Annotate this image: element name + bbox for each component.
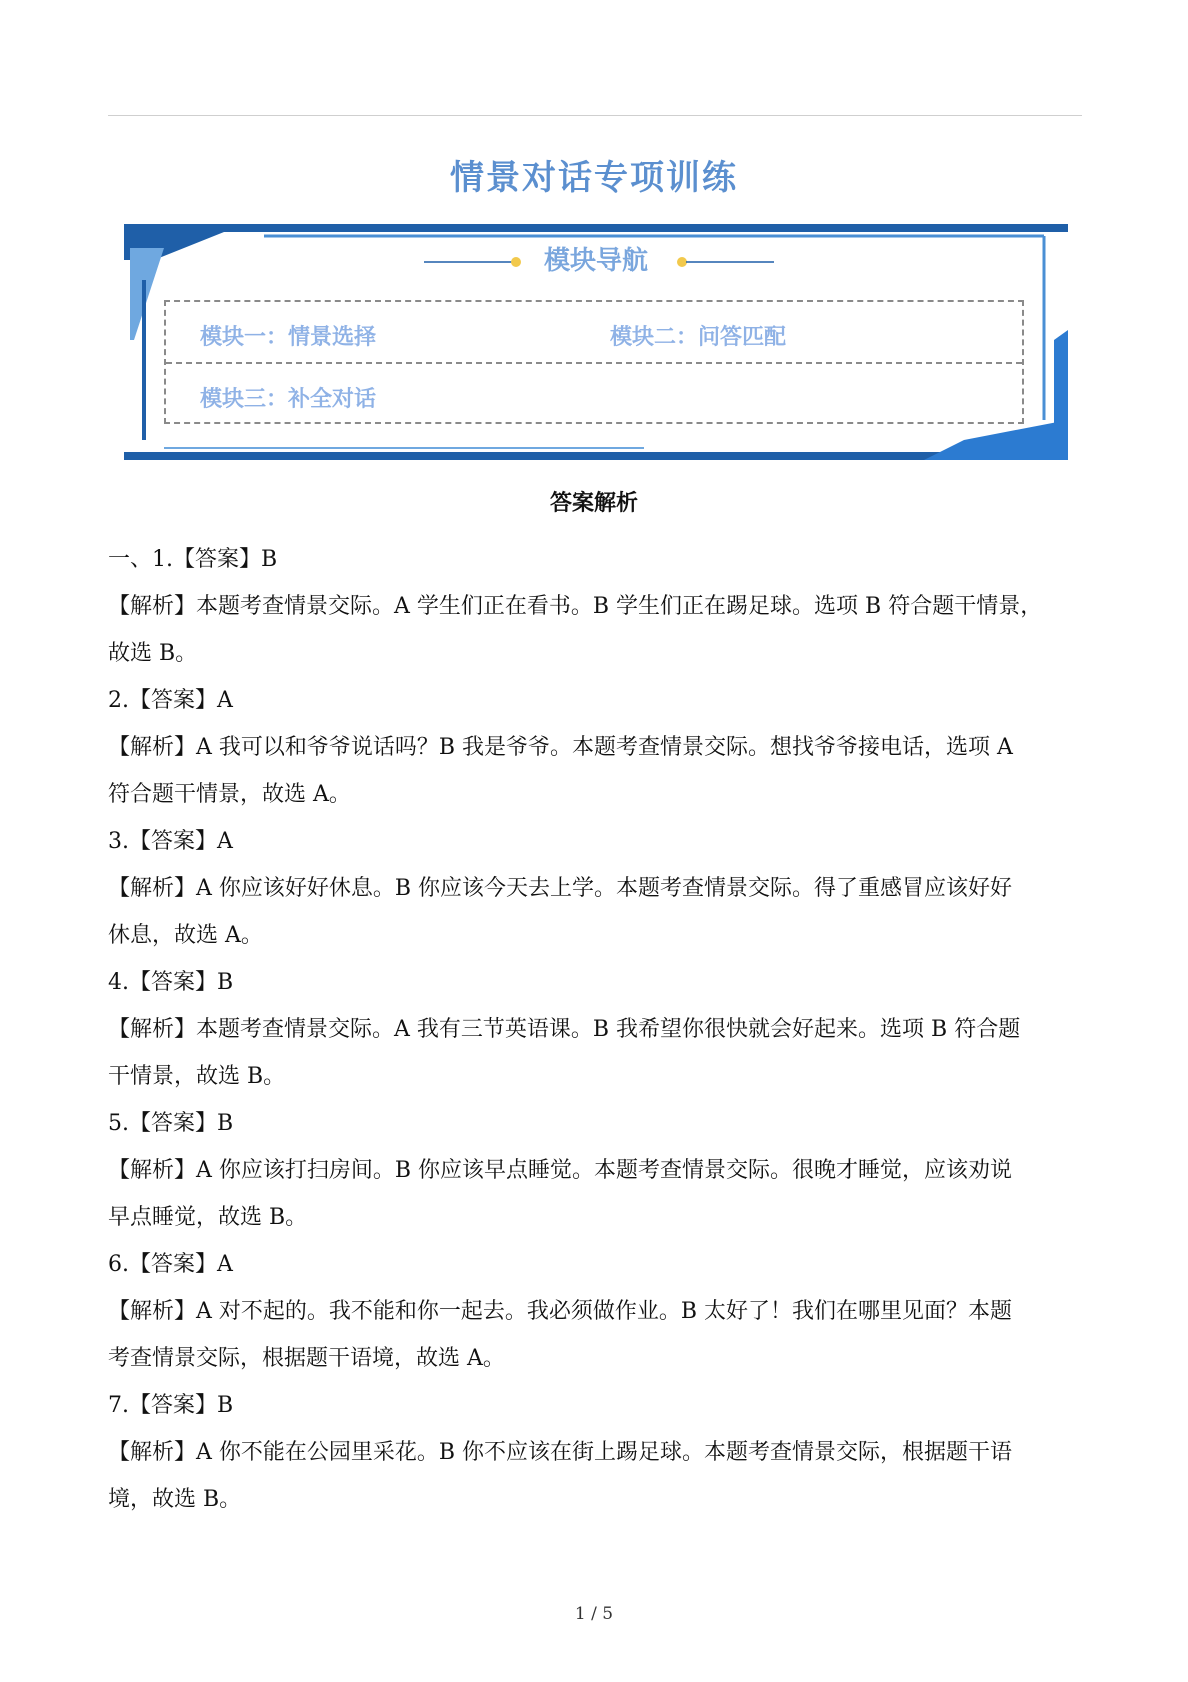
text-line: 【解析】本题考查情景交际。A 我有三节英语课。B 我希望你很快就会好起来。选项 B 符合题	[108, 1017, 1021, 1042]
text-line: 【解析】A 你应该打扫房间。B 你应该早点睡觉。本题考查情景交际。很晚才睡觉，应该劝说	[108, 1158, 1013, 1183]
module-row	[166, 364, 1022, 426]
module-navigation-banner	[124, 220, 1068, 460]
module-item: 模块一：情景选择	[200, 324, 377, 350]
text-line: 【解析】本题考查情景交际。A 学生们正在看书。B 学生们正在踢足球。选项 B 符合题干情景，	[108, 594, 1043, 619]
module-item: 模块二：问答匹配	[610, 324, 787, 350]
module-list	[164, 300, 1024, 424]
text-line: 早点睡觉，故选 B。	[108, 1205, 308, 1230]
nav-heading: 模块导航	[543, 246, 648, 276]
module-item: 模块三：补全对话	[200, 386, 377, 412]
text-line: 5.【答案】B	[108, 1111, 234, 1136]
header-rule	[108, 115, 1082, 116]
text-line: 休息，故选 A。	[108, 923, 263, 948]
text-line: 【解析】A 我可以和爷爷说话吗？B 我是爷爷。本题考查情景交际。想找爷爷接电话，选项 A	[108, 735, 1013, 760]
text-line: 2.【答案】A	[108, 688, 233, 713]
text-line: 境，故选 B。	[108, 1487, 242, 1512]
section-title: 答案解析	[549, 490, 638, 516]
text-line: 7.【答案】B	[108, 1393, 234, 1418]
text-line: 【解析】A 你不能在公园里采花。B 你不应该在街上踢足球。本题考查情景交际，根据题干语	[108, 1440, 1013, 1465]
text-line: 【解析】A 你应该好好休息。B 你应该今天去上学。本题考查情景交际。得了重感冒应该好好	[108, 876, 1013, 901]
text-line: 故选 B。	[108, 641, 198, 666]
text-line: 【解析】A 对不起的。我不能和你一起去。我必须做作业。B 太好了！我们在哪里见面？本题	[108, 1299, 1013, 1324]
text-line: 干情景，故选 B。	[108, 1064, 286, 1089]
text-line: 一、1.【答案】B	[108, 547, 278, 572]
page-number: 1 / 5	[574, 1604, 614, 1624]
text-line: 符合题干情景，故选 A。	[108, 782, 351, 807]
text-line: 考查情景交际，根据题干语境，故选 A。	[108, 1346, 505, 1371]
module-row	[166, 302, 1022, 364]
text-line: 6.【答案】A	[108, 1252, 233, 1277]
text-line: 4.【答案】B	[108, 970, 234, 995]
text-line: 3.【答案】A	[108, 829, 233, 854]
answer-analysis-body	[108, 536, 1082, 1523]
document-title: 情景对话专项训练	[450, 158, 738, 198]
